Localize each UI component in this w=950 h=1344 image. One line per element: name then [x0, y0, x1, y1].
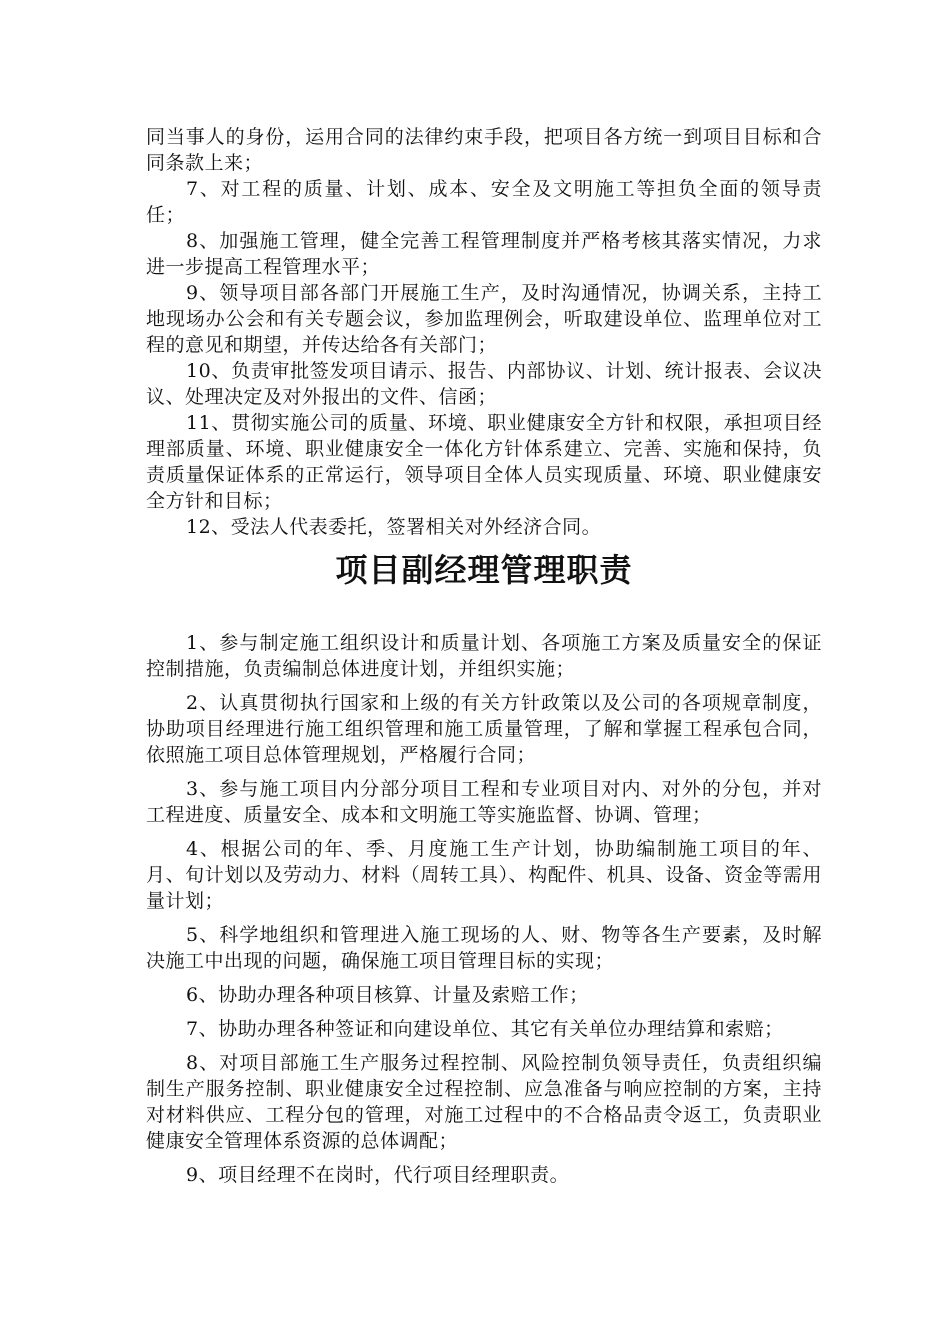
section-project-manager-duties-continued [146, 124, 822, 540]
paragraph-item-12: 12、受法人代表委托，签署相关对外经济合同。 [186, 516, 602, 538]
paragraph-item-11: 11、贯彻实施公司的质量、环境、职业健康安全方针和权限，承担项目经理部质量、环境、职业健康安全一体化方针体系建立、完善、实施和保持，负责质量保证体系的正常运行，领导项目全体人员实现质量、环境、职业健康安全方针和目标； [146, 412, 822, 512]
paragraph-item-10: 10、负责审批签发项目请示、报告、内部协议、计划、统计报表、会议决议、处理决定及对外报出的文件、信函； [146, 360, 822, 408]
paragraph-item-3: 3、参与施工项目内分部分项目工程和专业项目对内、对外的分包，并对工程进度、质量安全、成本和文明施工等实施监督、协调、管理； [146, 778, 822, 826]
paragraph-item-2: 2、认真贯彻执行国家和上级的有关方针政策以及公司的各项规章制度，协助项目经理进行施工组织管理和施工质量管理，了解和掌握工程承包合同，依照施工项目总体管理规划，严格履行合同； [146, 692, 822, 766]
paragraph-item-5: 5、科学地组织和管理进入施工现场的人、财、物等各生产要素，及时解决施工中出现的问题，确保施工项目管理目标的实现； [146, 924, 822, 972]
paragraph-item-7: 7、协助办理各种签证和向建设单位、其它有关单位办理结算和索赔； [186, 1018, 784, 1040]
paragraph-item-1: 1、参与制定施工组织设计和质量计划、各项施工方案及质量安全的保证控制措施，负责编制总体进度计划，并组织实施； [146, 632, 822, 680]
document-body [146, 124, 822, 1196]
paragraph-item-8: 8、加强施工管理，健全完善工程管理制度并严格考核其落实情况，力求进一步提高工程管理水平； [146, 230, 822, 278]
section-deputy-manager-duties [146, 630, 822, 1188]
section-title: 项目副经理管理职责 [335, 551, 633, 589]
paragraph-item-4: 4、根据公司的年、季、月度施工生产计划，协助编制施工项目的年、月、旬计划以及劳动力、材料（周转工具）、构配件、机具、设备、资金等需用量计划； [146, 838, 822, 912]
paragraph-item-7: 7、对工程的质量、计划、成本、安全及文明施工等担负全面的领导责任； [146, 178, 822, 226]
paragraph-item-9: 9、领导项目部各部门开展施工生产，及时沟通情况，协调关系，主持工地现场办公会和有关专题会议，参加监理例会，听取建设单位、监理单位对工程的意见和期望，并传达给各有关部门； [146, 282, 822, 356]
paragraph-item-6: 6、协助办理各种项目核算、计量及索赔工作； [186, 984, 589, 1006]
paragraph-continued: 同当事人的身份，运用合同的法律约束手段，把项目各方统一到项目目标和合同条款上来； [146, 126, 822, 174]
paragraph-item-8: 8、对项目部施工生产服务过程控制、风险控制负领导责任，负责组织编制生产服务控制、职业健康安全过程控制、应急准备与响应控制的方案，主持对材料供应、工程分包的管理，对施工过程中的不合格品责令返工，负责职业健康安全管理体系资源的总体调配； [146, 1052, 822, 1152]
paragraph-item-9: 9、项目经理不在岗时，代行项目经理职责。 [186, 1164, 570, 1186]
